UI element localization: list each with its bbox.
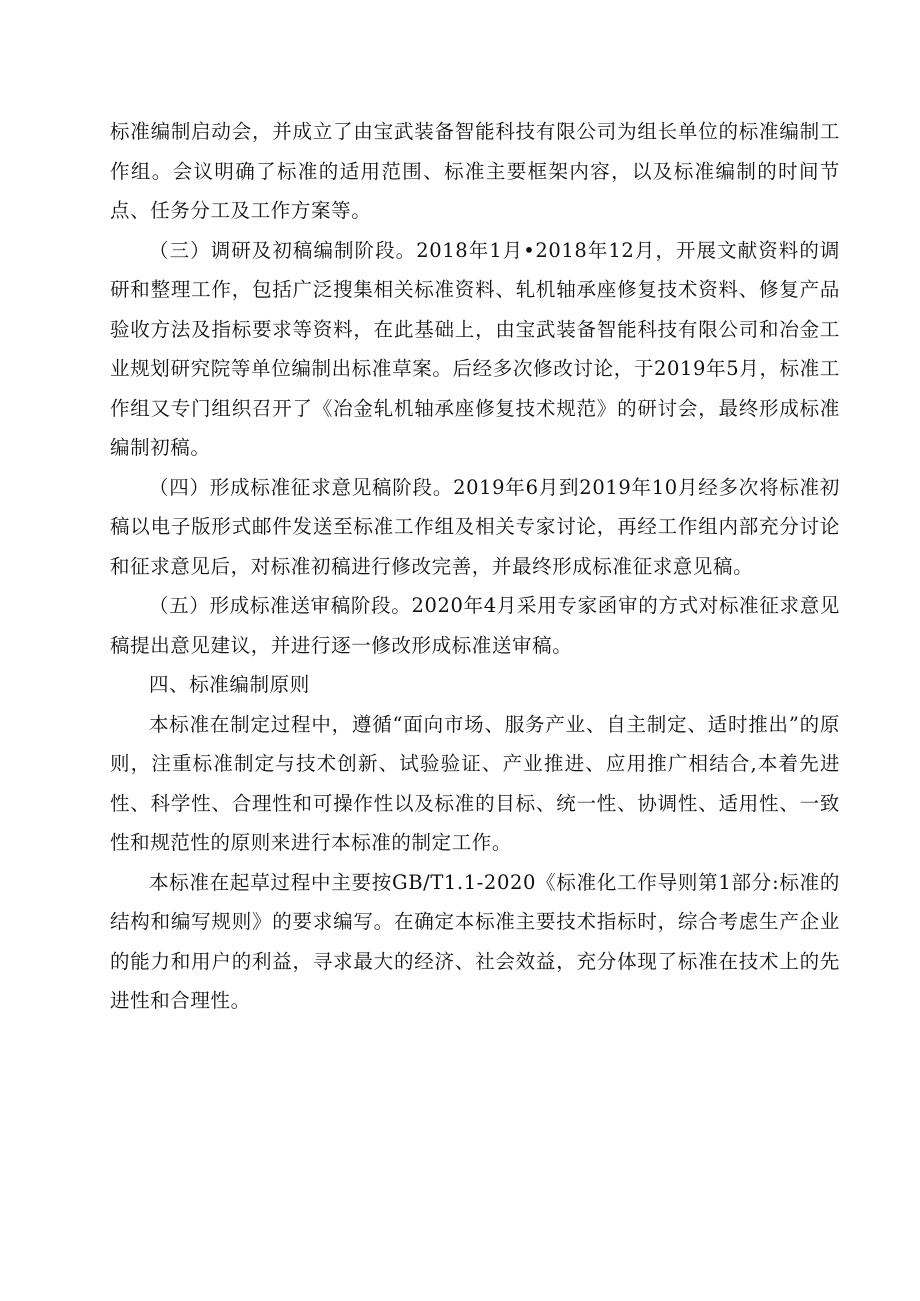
paragraph-principles: 本标准在制定过程中，遵循“面向市场、服务产业、自主制定、适时推出”的原则，注重标准制定与技术创新、试验验证、产业推进、应用推广相结合,本着先进性、科学性、合理性和可操作性以及标准的目标、统一性、协调性、适用性、一致性和规范性的原则来进行本标准的制定工作。 (110, 712, 840, 854)
paragraph-drafting-basis: 本标准在起草过程中主要按GB/T1.1-2020《标准化工作导则第1部分:标准的结构和编写规则》的要求编写。在确定本标准主要技术指标时，综合考虑生产企业的能力和用户的利益，寻求最大的经济、社会效益，充分体现了标准在技术上的先进性和合理性。 (110, 870, 840, 1012)
section-heading-principles: 四、标准编制原则 (149, 673, 310, 696)
document-body (110, 112, 840, 1021)
paragraph-research-draft-stage: （三）调研及初稿编制阶段。2018年1月•2018年12月，开展文献资料的调研和整理工作，包括广泛搜集相关标准资料、轧机轴承座修复技术资料、修复产品验收方法及指标要求等资料，在此基础上，由宝武装备智能科技有限公司和冶金工业规划研究院等单位编制出标准草案。后经多次修改讨论，于2019年5月，标准工作组又专门组织召开了《冶金轧机轴承座修复技术规范》的研讨会，最终形成标准编制初稿。 (110, 238, 840, 459)
paragraph-kickoff-continuation: 标准编制启动会，并成立了由宝武装备智能科技有限公司为组长单位的标准编制工作组。会议明确了标准的适用范围、标准主要框架内容，以及标准编制的时间节点、任务分工及工作方案等。 (110, 120, 840, 222)
paragraph-comment-draft-stage: （四）形成标准征求意见稿阶段。2019年6月到2019年10月经多次将标准初稿以电子版形式邮件发送至标准工作组及相关专家讨论，再经工作组内部充分讨论和征求意见后，对标准初稿进行修改完善，并最终形成标准征求意见稿。 (110, 475, 840, 578)
paragraph-review-draft-stage: （五）形成标准送审稿阶段。2020年4月采用专家函审的方式对标准征求意见稿提出意见建议，并进行逐一修改形成标准送审稿。 (110, 594, 840, 657)
